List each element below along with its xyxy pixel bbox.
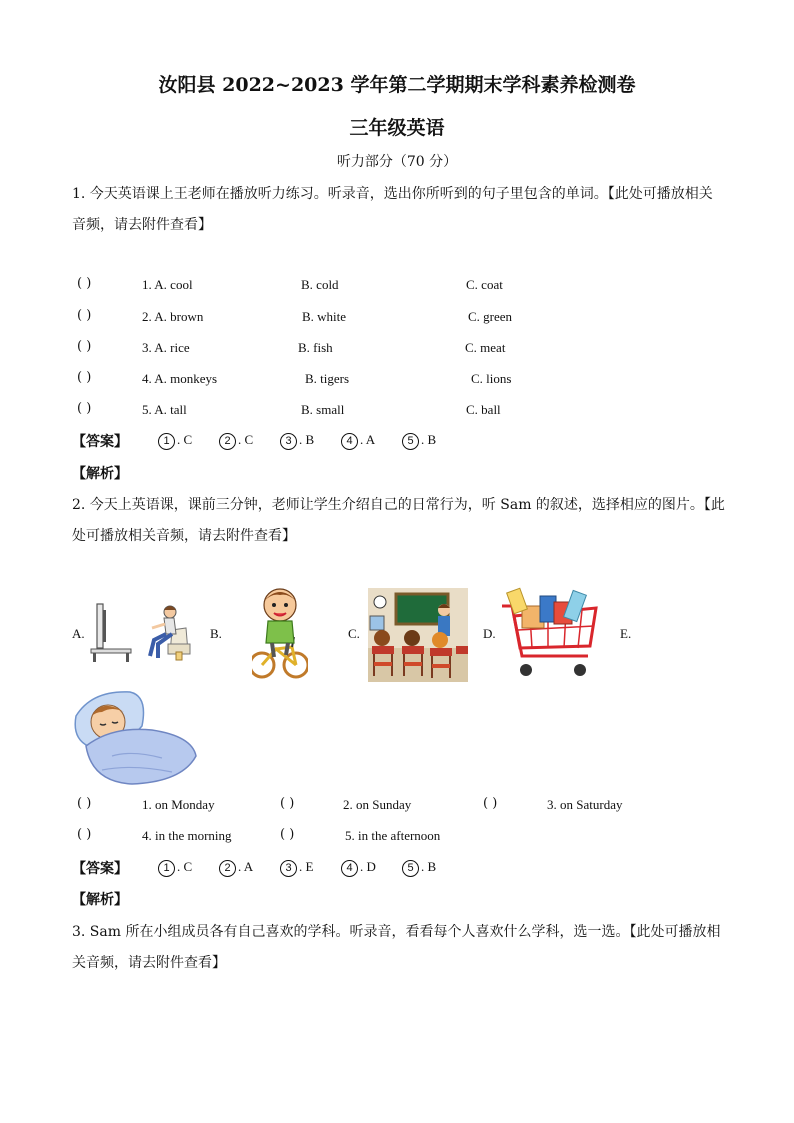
option-b: B. tigers [305, 371, 350, 386]
answer-blank[interactable]: ( ) [280, 796, 295, 811]
list-item: 2. on Sunday [343, 797, 412, 812]
answer-item: 3 . E [280, 859, 313, 877]
option-c: C. lions [471, 371, 512, 386]
answer-item: 3 . B [280, 432, 314, 450]
picture-sleeping [72, 686, 202, 786]
section-heading: 听力部分（70 分） [336, 154, 458, 170]
exam-subtitle: 三年级英语 [349, 117, 445, 139]
answer-item: 1 . C [158, 859, 192, 877]
q3-prompt-line1: 3. Sam 所在小组成员各有自己喜欢的学科。听录音，看看每个人喜欢什么学科，选一选。【此处可播放相 [72, 924, 721, 940]
option-c: C. green [468, 309, 513, 324]
picture-label-b: B. [210, 626, 222, 641]
answer-item: 2 . C [219, 432, 253, 450]
option-b: B. small [301, 402, 345, 417]
answer-blank[interactable]: ( ) [77, 796, 92, 811]
option-b: B. fish [298, 340, 333, 355]
list-item: 3. on Saturday [547, 797, 623, 812]
option-a: 1. A. cool [142, 277, 193, 292]
option-a: 3. A. rice [142, 340, 190, 355]
answer-item: 5 . B [402, 859, 436, 877]
option-c: C. coat [466, 277, 503, 292]
option-c: C. meat [465, 340, 506, 355]
answer-label: 【答案】 [72, 434, 128, 450]
option-b: B. white [302, 309, 347, 324]
q3-prompt-line2: 关音频，请去附件查看】 [72, 955, 226, 971]
option-b: B. cold [301, 277, 339, 292]
answer-item: 2 . A [219, 859, 253, 877]
answer-blank[interactable]: ( ) [77, 308, 92, 323]
picture-label-c: C. [348, 626, 360, 641]
option-a: 4. A. monkeys [142, 371, 218, 386]
picture-classroom [368, 588, 468, 682]
q1-prompt-line1: 1. 今天英语课上王老师在播放听力练习。听录音，选出你所听到的句子里包含的单词。【此处可播放相关 [72, 186, 713, 202]
q1-prompt-line2: 音频，请去附件查看】 [72, 217, 212, 233]
answer-item: 5 . B [402, 432, 436, 450]
answer-blank[interactable]: ( ) [77, 401, 92, 416]
analysis-label: 【解析】 [72, 466, 128, 482]
answer-label: 【答案】 [72, 861, 128, 877]
answer-item: 4 . D [341, 859, 376, 877]
q2-prompt-line2: 处可播放相关音频，请去附件查看】 [72, 528, 296, 544]
list-item: 5. in the afternoon [345, 828, 441, 843]
answer-item: 1 . C [158, 432, 192, 450]
picture-label-d: D. [483, 626, 496, 641]
list-item: 1. on Monday [142, 797, 215, 812]
answer-blank[interactable]: ( ) [77, 827, 92, 842]
answer-blank[interactable]: ( ) [77, 370, 92, 385]
picture-watching-tv [88, 600, 196, 664]
picture-label-a: A. [72, 626, 85, 641]
exam-title: 汝阳县 2022~2023 学年第二学期期末学科素养检测卷 [158, 74, 636, 96]
answer-item: 4 . A [341, 432, 375, 450]
picture-riding-bike [252, 585, 308, 683]
answer-blank[interactable]: ( ) [77, 276, 92, 291]
picture-label-e: E. [620, 626, 632, 641]
option-a: 5. A. tall [142, 402, 187, 417]
option-a: 2. A. brown [142, 309, 204, 324]
answer-blank[interactable]: ( ) [77, 339, 92, 354]
answer-blank[interactable]: ( ) [483, 796, 498, 811]
analysis-label: 【解析】 [72, 892, 128, 908]
q2-prompt-line1: 2. 今天上英语课，课前三分钟，老师让学生介绍自己的日常行为，听 Sam 的叙述，选择相应的图片。【此 [72, 497, 725, 513]
list-item: 4. in the morning [142, 828, 232, 843]
answer-blank[interactable]: ( ) [280, 827, 295, 842]
option-c: C. ball [466, 402, 501, 417]
picture-shopping-cart [500, 586, 606, 682]
